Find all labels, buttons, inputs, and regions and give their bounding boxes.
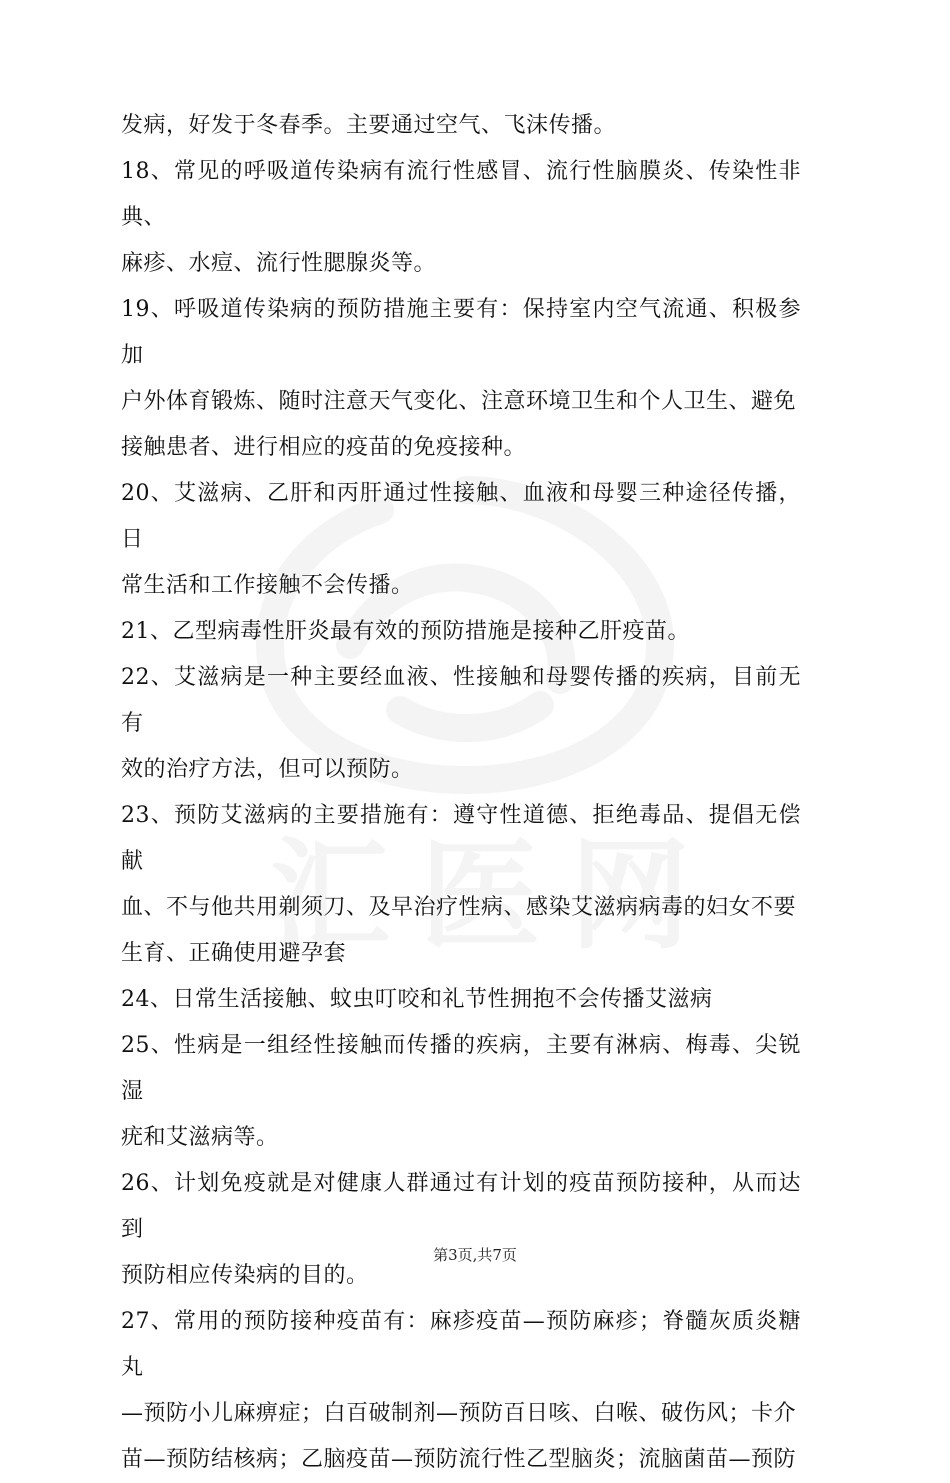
- paragraph-item-26: 26、计划免疫就是对健康人群通过有计划的疫苗预防接种，从而达到 预防相应传染病的目的。: [121, 1171, 801, 1288]
- paragraph-item-21: 21、乙型病毒性肝炎最有效的预防措施是接种乙肝疫苗。: [121, 619, 690, 644]
- paragraph-item-23: 23、预防艾滋病的主要措施有：遵守性道德、拒绝毒品、提倡无偿献 血、不与他共用剃须刀、及早治疗性病、感染艾滋病病毒的妇女不要 生育、正确使用避孕套: [121, 803, 801, 966]
- body-text: [121, 103, 801, 1483]
- paragraph-item-20: 20、艾滋病、乙肝和丙肝通过性接触、血液和母婴三种途径传播，日 常生活和工作接触不会传播。: [121, 481, 801, 598]
- paragraph-item-19: 19、呼吸道传染病的预防措施主要有：保持室内空气流通、积极参加 户外体育锻炼、随时注意天气变化、注意环境卫生和个人卫生、避免 接触患者、进行相应的疫苗的免疫接种。: [121, 297, 801, 460]
- paragraph-item-22: 22、艾滋病是一种主要经血液、性接触和母婴传播的疾病，目前无有 效的治疗方法，但可以预防。: [121, 665, 801, 782]
- page-number-footer: 第3页,共7页: [433, 1246, 517, 1264]
- paragraph-item-27: 27、常用的预防接种疫苗有：麻疹疫苗—预防麻疹；脊髓灰质炎糖丸 —预防小儿麻痹症；白百破制剂—预防百日咳、白喉、破伤风；卡介 苗—预防结核病；乙脑疫苗—预防流行性乙型脑炎；流脑菌苗—预防: [121, 1309, 801, 1472]
- paragraph-continuation: 发病，好发于冬春季。主要通过空气、飞沫传播。: [121, 113, 617, 138]
- paragraph-item-18: 18、常见的呼吸道传染病有流行性感冒、流行性脑膜炎、传染性非典、 麻疹、水痘、流行性腮腺炎等。: [121, 159, 801, 276]
- paragraph-item-24: 24、日常生活接触、蚊虫叮咬和礼节性拥抱不会传播艾滋病: [121, 987, 713, 1012]
- paragraph-item-25: 25、性病是一组经性接触而传播的疾病，主要有淋病、梅毒、尖锐湿 疣和艾滋病等。: [121, 1033, 801, 1150]
